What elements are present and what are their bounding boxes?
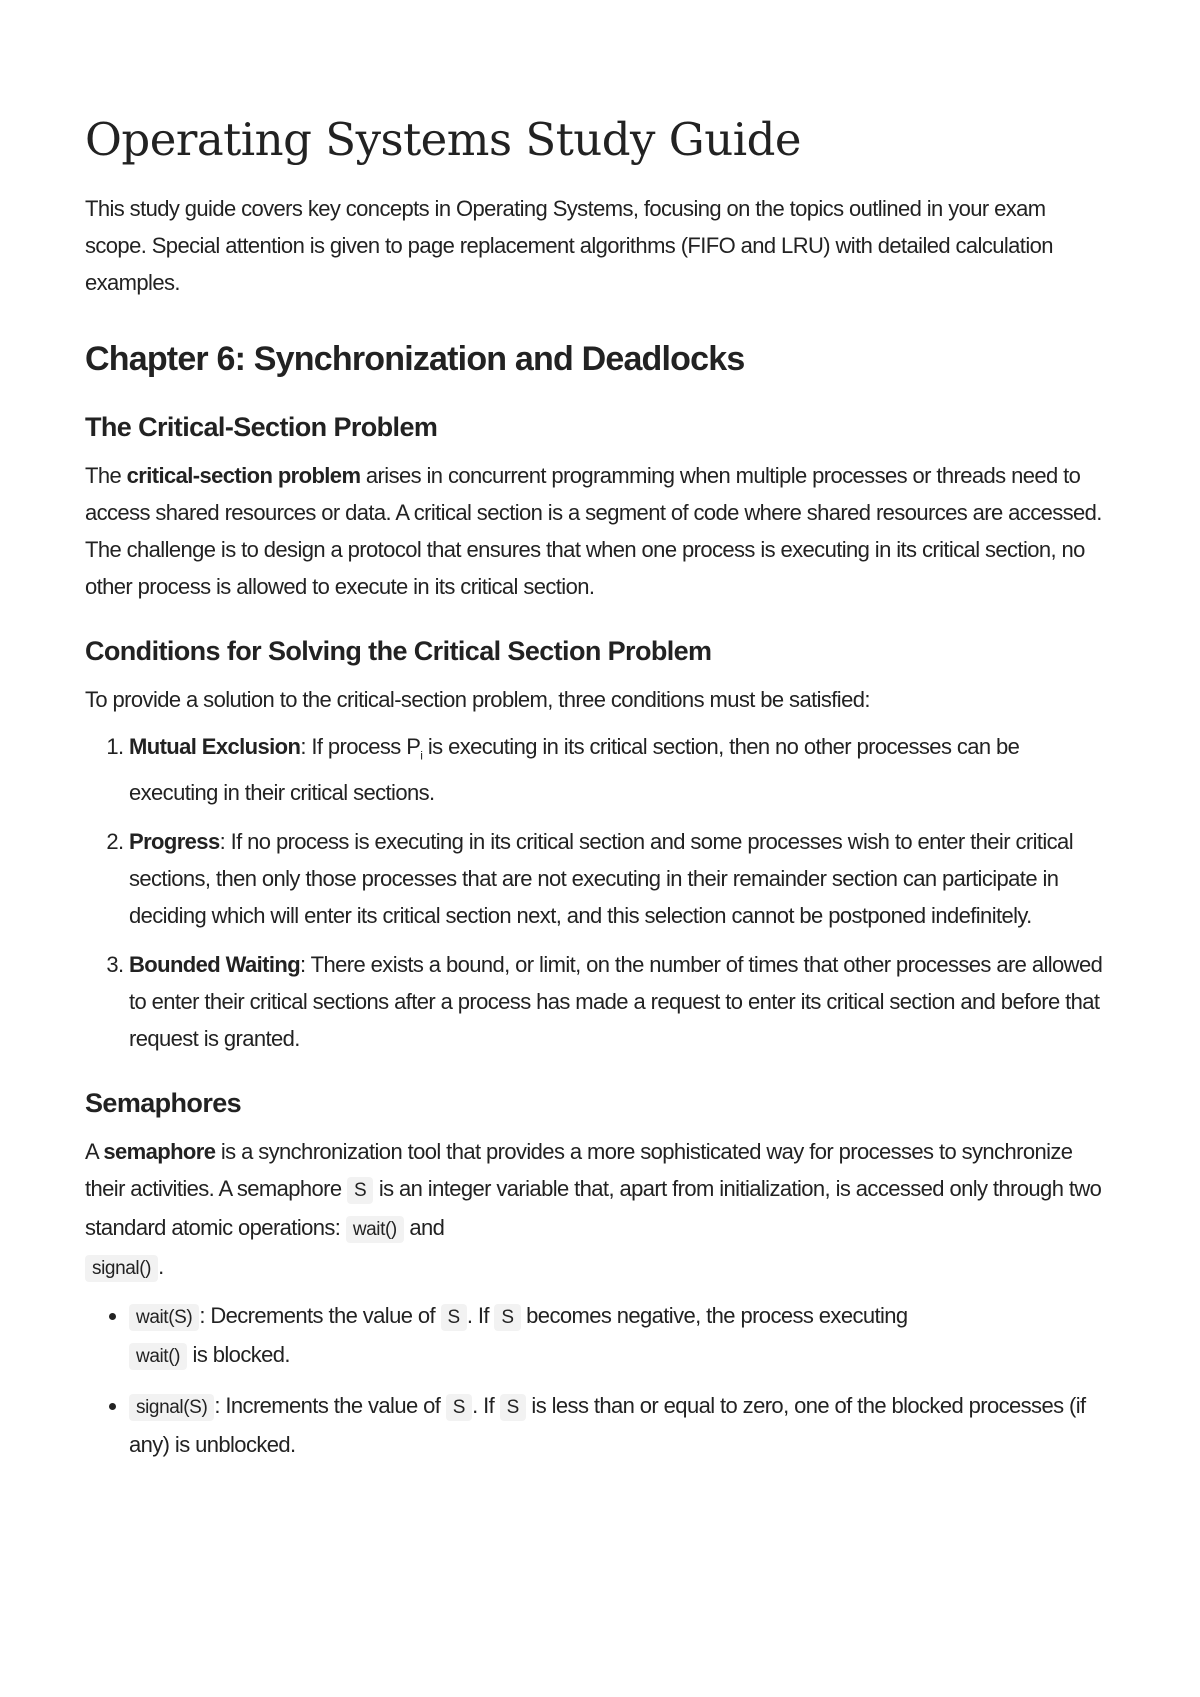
inline-code: S <box>494 1304 520 1331</box>
text: is executing in its critical section, then no other processes can be executing in their critical sections. <box>129 734 1020 806</box>
list-item <box>129 946 1110 1057</box>
list-item <box>129 1387 1110 1463</box>
bold-term: critical-section problem <box>126 463 361 488</box>
text: : If no process is executing in its critical section and some processes wish to enter their critical sections, then only those processes that are not executing in their remainder section can participate in deciding which will enter its critical section next, and this selection cannot be postponed indefinitely. <box>129 829 1073 929</box>
inline-code: signal(S) <box>129 1394 214 1421</box>
list-item <box>129 728 1110 811</box>
conditions-list <box>85 728 1110 1057</box>
text: : If process P <box>300 734 421 759</box>
subscript: i <box>420 748 423 763</box>
text: . <box>158 1254 164 1280</box>
text: arises in concurrent programming when multiple processes or threads need to access shared resources or data. A critical section is a segment of code where shared resources are accessed. The challenge is to design a protocol that ensures that when one process is executing in its critical section, no other process is allowed to execute in its critical section. <box>85 463 1102 599</box>
text: : Increments the value of <box>214 1393 446 1419</box>
text: is an integer variable that, apart from initialization, is accessed only through two standard atomic operations: <box>85 1176 1102 1241</box>
text: The <box>85 463 127 488</box>
semaphore-operations-list <box>85 1297 1110 1463</box>
text: is a synchronization tool that provides a more sophisticated way for processes to synchronize their activities. A semaphore <box>85 1139 1073 1202</box>
text: A <box>85 1139 104 1165</box>
inline-code: signal() <box>85 1255 158 1282</box>
inline-code: wait(S) <box>129 1304 199 1331</box>
text: is blocked. <box>187 1342 290 1368</box>
text: is less than or equal to zero, one of the blocked processes (if any) is unblocked. <box>129 1393 1086 1458</box>
conditions-heading: Conditions for Solving the Critical Section Problem <box>85 636 712 666</box>
chapter-6-heading: Chapter 6: Synchronization and Deadlocks <box>85 340 745 378</box>
inline-code: wait() <box>129 1343 187 1370</box>
inline-code: S <box>441 1304 467 1331</box>
text: : There exists a bound, or limit, on the number of times that other processes are allowed to enter their critical sections after a process has made a request to enter its critical section and before that request is granted. <box>129 952 1103 1052</box>
inline-code: S <box>347 1177 373 1204</box>
term: Progress <box>129 829 220 855</box>
text: becomes negative, the process executing <box>520 1303 908 1329</box>
text: . If <box>472 1393 500 1419</box>
intro-paragraph: This study guide covers key concepts in Operating Systems, focusing on the topics outlined in your exam scope. Special attention is given to page replacement algorithms (FIFO and LRU) with detailed calculation examples. <box>85 196 1053 295</box>
inline-code: wait() <box>346 1216 404 1243</box>
text: : Decrements the value of <box>199 1303 441 1329</box>
term: Mutual Exclusion <box>129 734 301 759</box>
bold-term: semaphore <box>103 1139 216 1165</box>
semaphores-paragraph <box>85 1133 1110 1287</box>
term: Bounded Waiting <box>129 952 301 978</box>
text: and <box>403 1215 445 1241</box>
list-item <box>129 1297 1110 1375</box>
conditions-intro: To provide a solution to the critical-section problem, three conditions must be satisfied: <box>85 687 870 712</box>
semaphores-heading: Semaphores <box>85 1088 242 1119</box>
document-title: Operating Systems Study Guide <box>85 113 802 166</box>
list-item <box>129 823 1110 934</box>
critical-section-heading: The Critical-Section Problem <box>85 412 438 442</box>
inline-code: S <box>446 1394 472 1421</box>
critical-section-paragraph <box>85 457 1110 605</box>
inline-code: S <box>500 1394 526 1421</box>
text: . If <box>466 1303 495 1329</box>
